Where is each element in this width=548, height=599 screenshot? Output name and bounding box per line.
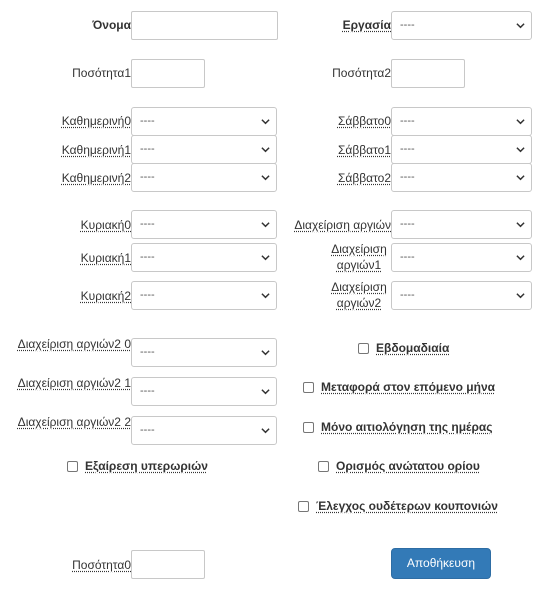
select-value: ---- [140,346,155,358]
exairesi-label: Εξαίρεση υπερωριών [85,459,208,473]
select-value: ---- [400,251,415,263]
chevron-down-icon [516,253,525,262]
chevron-down-icon [516,220,525,229]
diax-argion-select[interactable] [391,210,532,239]
diax-argion21-label: Διαχείριση αργιών2 1 [17,376,131,390]
chevron-down-icon [261,348,270,357]
chevron-down-icon [261,220,270,229]
select-value: ---- [140,171,155,183]
mono-aitiologisi-label: Μόνο αιτιολόγηση της ημέρας [321,420,493,434]
chevron-down-icon [516,117,525,126]
evdomadiaia-checkbox[interactable] [358,343,369,354]
savvato2-label: Σάββατο2 [337,171,391,185]
diax-argion21-select[interactable] [131,377,277,406]
posotita0-label: Ποσότητα0 [72,558,131,572]
metafora-checkbox[interactable] [303,382,314,393]
diax-argion2-label: Διαχείριση αργιών2 [331,280,387,310]
savvato2-select[interactable] [391,163,532,192]
diax-argion2-select[interactable] [391,281,532,310]
elegxos-checkbox-row[interactable] [298,499,498,513]
chevron-down-icon [516,21,525,30]
diax-argion20-select[interactable] [131,338,277,367]
onoma-input[interactable] [131,11,278,40]
chevron-down-icon [261,291,270,300]
diax-argion22-select[interactable] [131,416,277,445]
kyriaki0-label: Κυριακή0 [80,218,131,232]
chevron-down-icon [261,117,270,126]
chevron-down-icon [516,173,525,182]
select-value: ---- [140,115,155,127]
chevron-down-icon [261,173,270,182]
savvato0-select[interactable] [391,107,532,136]
kyriaki1-label: Κυριακή1 [80,251,131,265]
kathimerini1-select[interactable] [131,135,277,164]
select-value: ---- [140,251,155,263]
select-value: ---- [400,171,415,183]
kyriaki0-select[interactable] [131,210,277,239]
kathimerini1-label: Καθημερινή1 [61,143,131,157]
orismos-checkbox[interactable] [318,461,329,472]
exairesi-checkbox-row[interactable] [67,459,208,473]
select-value: ---- [400,289,415,301]
diax-argion22-label: Διαχείριση αργιών2 2 [17,415,131,429]
ergasia-select[interactable] [391,11,532,40]
mono-aitiologisi-checkbox[interactable] [303,422,314,433]
kathimerini0-label: Καθημερινή0 [61,114,131,128]
kathimerini0-select[interactable] [131,107,277,136]
kyriaki1-select[interactable] [131,243,277,272]
diax-argion-label: Διαχείριση αργιών [294,218,391,232]
onoma-label: Όνομα [92,18,131,32]
posotita1-label: Ποσότητα1 [72,66,131,80]
exairesi-checkbox[interactable] [67,461,78,472]
chevron-down-icon [261,426,270,435]
savvato0-label: Σάββατο0 [337,114,391,128]
select-value: ---- [400,218,415,230]
kathimerini2-label: Καθημερινή2 [61,171,131,185]
ergasia-label: Εργασία [342,18,391,32]
diax-argion1-label: Διαχείριση αργιών1 [331,242,387,272]
diax-argion20-label: Διαχείριση αργιών2 0 [17,337,131,351]
evdomadiaia-label: Εβδομαδιαία [376,341,450,355]
elegxos-label: Έλεγχος ουδέτερων κουπονιών [316,499,498,513]
kyriaki2-label: Κυριακή2 [80,289,131,303]
diax-argion1-select[interactable] [391,243,532,272]
select-value: ---- [140,424,155,436]
kyriaki2-select[interactable] [131,281,277,310]
savvato1-select[interactable] [391,135,532,164]
posotita2-input[interactable] [391,59,465,88]
select-value: ---- [140,143,155,155]
chevron-down-icon [261,253,270,262]
orismos-label: Ορισμός ανώτατου ορίου [336,459,480,473]
select-value: ---- [140,385,155,397]
select-value: ---- [400,143,415,155]
metafora-checkbox-row[interactable] [303,380,495,394]
chevron-down-icon [261,387,270,396]
chevron-down-icon [261,145,270,154]
evdomadiaia-checkbox-row[interactable] [358,341,449,355]
save-button[interactable]: Αποθήκευση [391,548,491,579]
savvato1-label: Σάββατο1 [337,143,391,157]
metafora-label: Μεταφορά στον επόμενο μήνα [321,380,496,394]
kathimerini2-select[interactable] [131,163,277,192]
select-value: ---- [140,289,155,301]
select-value: ---- [140,218,155,230]
chevron-down-icon [516,291,525,300]
elegxos-checkbox[interactable] [298,501,309,512]
posotita1-input[interactable] [131,59,205,88]
orismos-checkbox-row[interactable] [318,459,480,473]
posotita0-input[interactable] [131,550,205,579]
posotita2-label: Ποσότητα2 [332,66,391,80]
select-value: ---- [400,19,415,31]
mono-aitiologisi-checkbox-row[interactable] [303,420,493,434]
select-value: ---- [400,115,415,127]
chevron-down-icon [516,145,525,154]
